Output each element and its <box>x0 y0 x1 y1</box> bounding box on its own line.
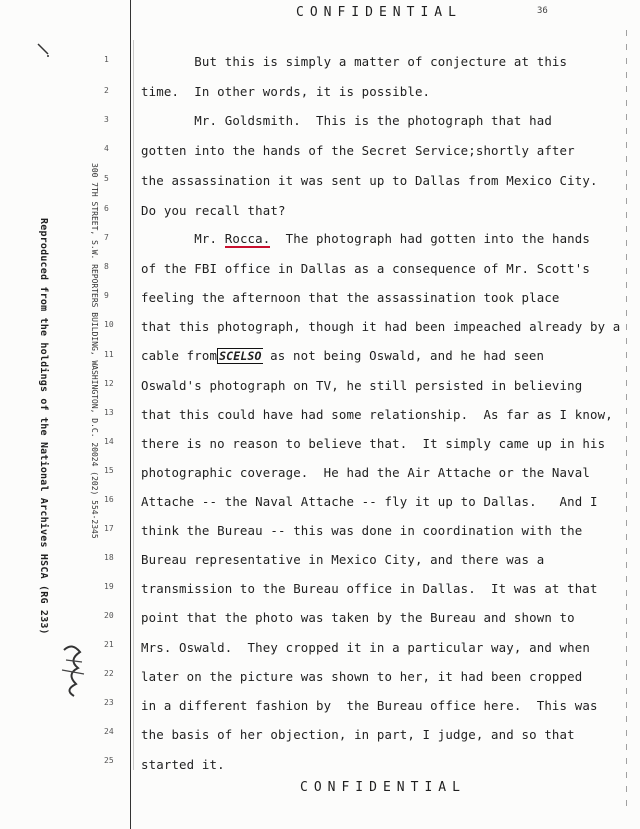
transcript-line: photographic coverage. He had the Air Attache or the Naval <box>141 465 590 480</box>
transcript-line: there is no reason to believe that. It simply came up in his <box>141 436 606 451</box>
transcript-line: point that the photo was taken by the Bureau and shown to <box>141 610 575 625</box>
line-number: 19 <box>104 582 114 591</box>
transcript-line <box>141 348 544 363</box>
line-number: 13 <box>104 408 114 417</box>
transcript-line: that this photograph, though it had been impeached already by a <box>141 319 621 334</box>
line-number: 3 <box>104 115 109 124</box>
transcript-line: of the FBI office in Dallas as a consequence of Mr. Scott's <box>141 261 590 276</box>
reporter-address: 300 7TH STREET, S.W. REPORTERS BUILDING, WASHINGTON, D.C. 20024 (202) 554-2345 <box>90 163 99 539</box>
line-number: 8 <box>104 262 109 271</box>
transcript-line: Mrs. Oswald. They cropped it in a particular way, and when <box>141 640 590 655</box>
line-number: 11 <box>104 350 114 359</box>
transcript-fragment: as not being Oswald, and he had seen <box>262 348 545 363</box>
transcript-line: Do you recall that? <box>141 203 286 218</box>
line-number: 9 <box>104 291 109 300</box>
transcript-line: started it. <box>141 757 225 772</box>
left-margin-rule <box>130 0 131 829</box>
page-footer: CONFIDENTIAL <box>300 780 466 795</box>
line-number: 2 <box>104 86 109 95</box>
transcript-line: But this is simply a matter of conjecture at this <box>141 54 568 69</box>
archive-reproduction-note: Reproduced from the holdings of the National Archives HSCA (RG 233) <box>38 218 49 635</box>
line-number: 24 <box>104 727 114 736</box>
transcript-line: Oswald's photograph on TV, he still persisted in believing <box>141 378 583 393</box>
transcript-line: feeling the afternoon that the assassination took place <box>141 290 560 305</box>
transcript-line: later on the picture was shown to her, it had been cropped <box>141 669 583 684</box>
line-number: 15 <box>104 466 114 475</box>
line-number: 7 <box>104 233 109 242</box>
page-header: CONFIDENTIAL <box>296 5 462 20</box>
line-number: 21 <box>104 640 114 649</box>
transcript-line: Attache -- the Naval Attache -- fly it up to Dallas. And I <box>141 494 598 509</box>
transcript-line: transmission to the Bureau office in Dallas. It was at that <box>141 581 598 596</box>
transcript-fragment: Mr. <box>141 231 225 246</box>
line-number: 17 <box>104 524 114 533</box>
transcript-fragment: The photograph had gotten into the hands <box>270 231 591 246</box>
line-number: 5 <box>104 174 109 183</box>
transcript-line: Mr. Goldsmith. This is the photograph that had <box>141 113 552 128</box>
line-number: 16 <box>104 495 114 504</box>
cryptonym-insert: SCELSO <box>219 349 262 363</box>
line-number: 22 <box>104 669 114 678</box>
line-number: 12 <box>104 379 114 388</box>
line-number: 14 <box>104 437 114 446</box>
transcript-line: the basis of her objection, in part, I judge, and so that <box>141 727 575 742</box>
line-number: 25 <box>104 756 114 765</box>
line-number: 23 <box>104 698 114 707</box>
archive-stamp-icon <box>58 640 88 700</box>
transcript-line: think the Bureau -- this was done in coordination with the <box>141 523 583 538</box>
line-number: 20 <box>104 611 114 620</box>
transcript-line: in a different fashion by the Bureau office here. This was <box>141 698 598 713</box>
transcript-fragment: cable from <box>141 348 218 363</box>
transcript-line <box>141 231 590 246</box>
line-number: 10 <box>104 320 114 329</box>
tick-mark-icon <box>36 42 50 58</box>
line-number: 1 <box>104 55 109 64</box>
page-number: 36 <box>537 6 548 16</box>
line-number: 4 <box>104 144 109 153</box>
transcript-line: time. In other words, it is possible. <box>141 84 431 99</box>
transcript-line: gotten into the hands of the Secret Service;shortly after <box>141 143 575 158</box>
speaker-name-underlined: Rocca. <box>224 231 271 246</box>
transcript-line: the assassination it was sent up to Dallas from Mexico City. <box>141 173 598 188</box>
line-number: 18 <box>104 553 114 562</box>
transcript-line: Bureau representative in Mexico City, and there was a <box>141 552 545 567</box>
transcript-line: that this could have had some relationship. As far as I know, <box>141 407 613 422</box>
left-margin-rule-secondary <box>133 40 134 770</box>
right-edge-artifact <box>626 30 627 810</box>
line-number: 6 <box>104 204 109 213</box>
